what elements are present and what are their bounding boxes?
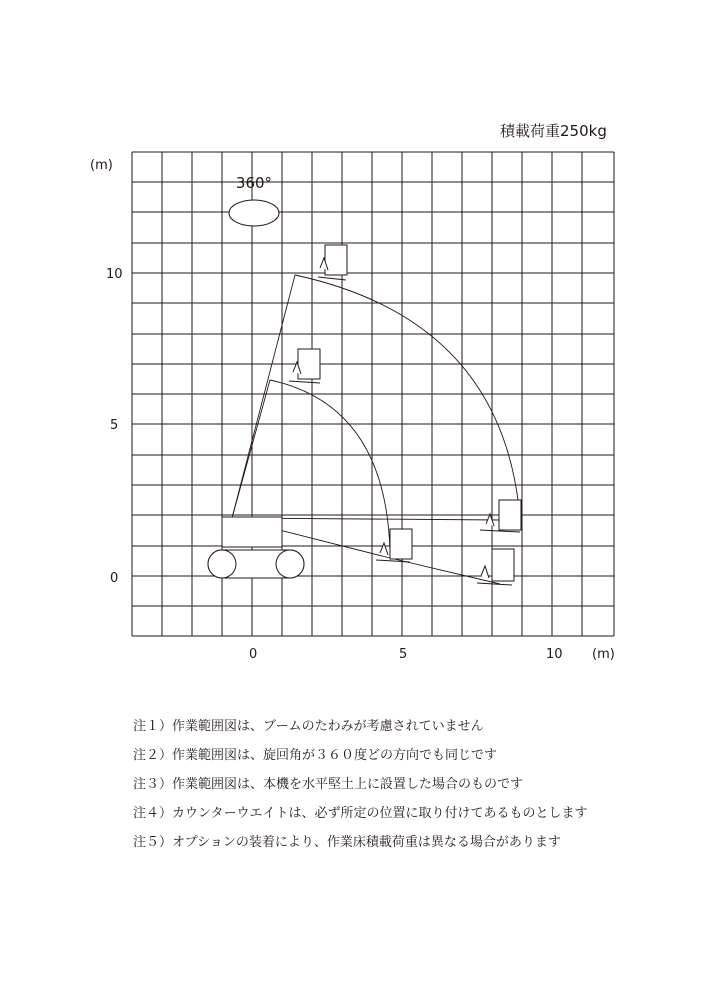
x-tick-label: 10 [546, 647, 563, 662]
load-capacity-title: 積載荷重250kg [500, 122, 607, 140]
x-tick-label: 0 [249, 647, 258, 662]
y-axis-unit: (m) [90, 158, 113, 173]
note-item: 注５）オプションの装着により、作業床積載荷重は異なる場合があります [133, 835, 561, 850]
notes-list [133, 712, 587, 857]
y-tick-label: 0 [110, 571, 119, 586]
note-item: 注２）作業範囲図は、旋回角が３６０度どの方向でも同じです [133, 748, 498, 763]
grid [132, 152, 614, 636]
platform-basket [480, 500, 521, 532]
y-tick-label: 10 [106, 267, 123, 282]
platform-basket [289, 349, 320, 383]
rotation-ellipse-icon [229, 200, 279, 226]
rotation-label: 360° [235, 174, 273, 192]
y-tick-label: 5 [110, 418, 119, 433]
platform-basket [318, 245, 347, 280]
x-tick-label: 5 [399, 647, 408, 662]
platform-icons [289, 245, 521, 585]
outer-envelope-outline [232, 275, 520, 518]
note-item: 注４）カウンターウエイトは、必ず所定の位置に取り付けてあるものとします [133, 806, 588, 821]
machine-chassis [208, 517, 304, 578]
rotation-indicator [229, 174, 279, 226]
note-item: 注１）作業範囲図は、ブームのたわみが考慮されていません [133, 719, 484, 734]
x-axis-unit: (m) [592, 647, 615, 662]
note-item: 注３）作業範囲図は、本機を水平堅土上に設置した場合のものです [133, 777, 524, 792]
